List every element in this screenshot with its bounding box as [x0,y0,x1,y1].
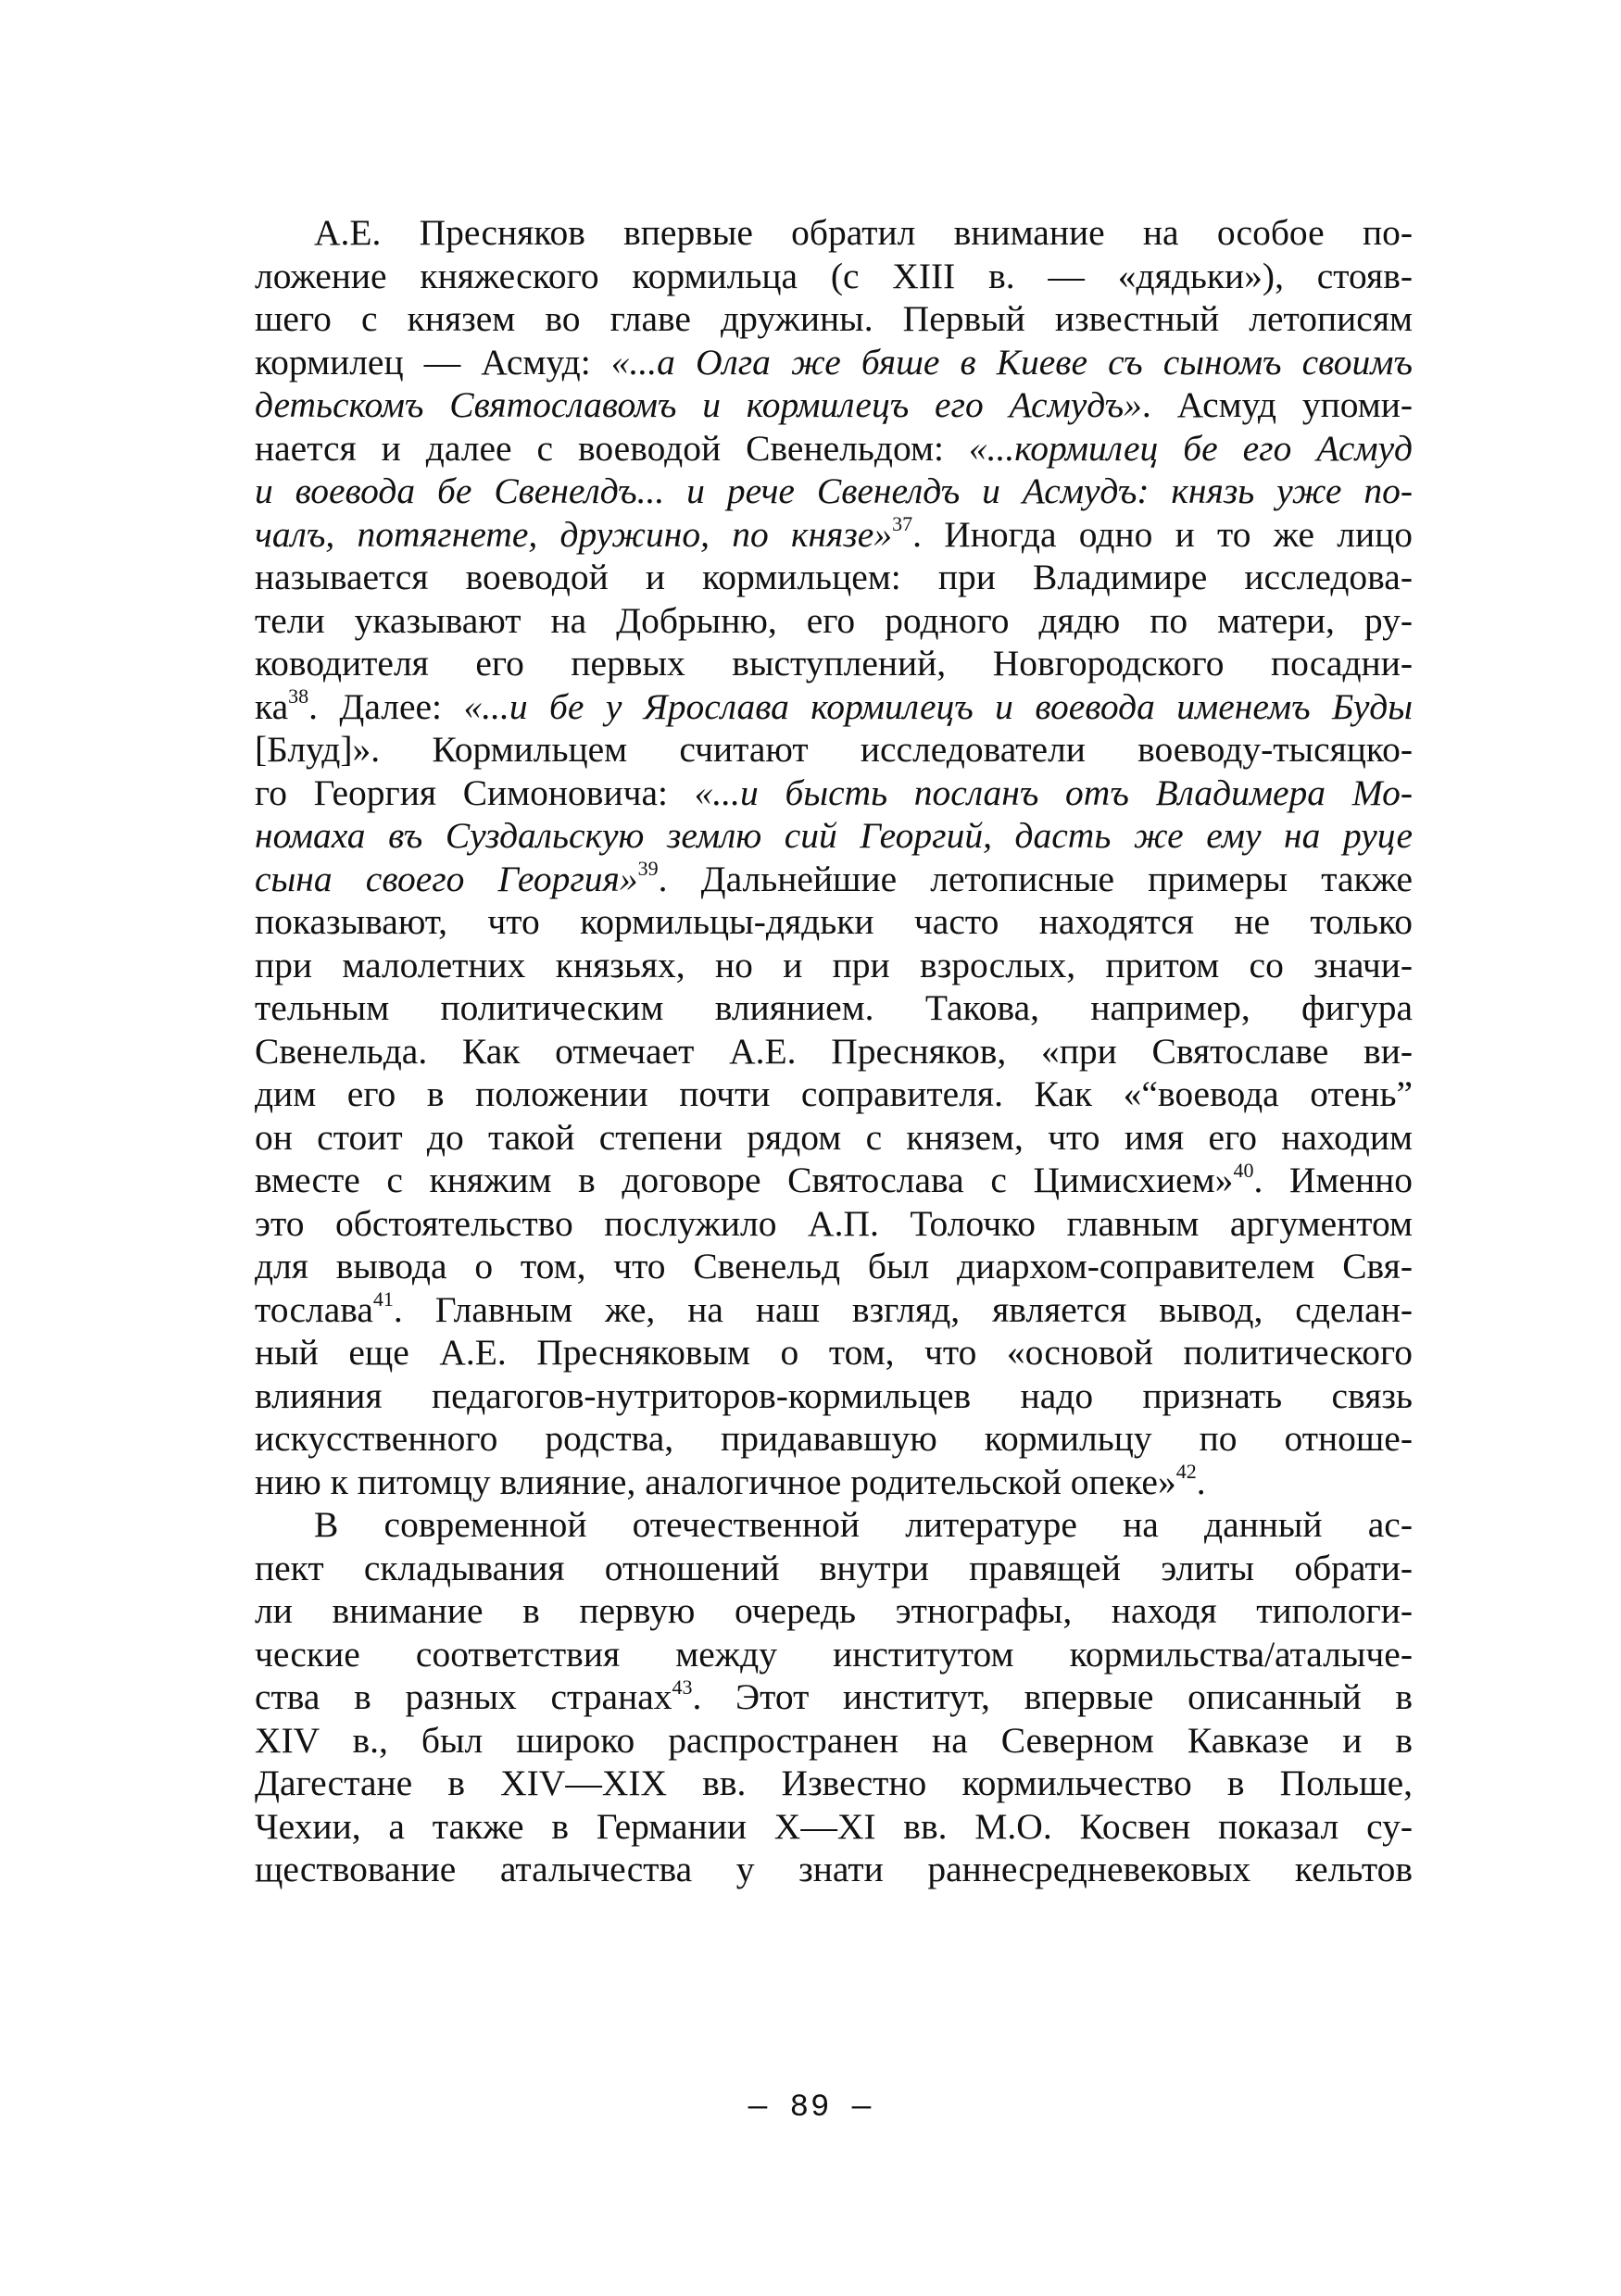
text-run: . Асмуд упоми- [1141,384,1413,425]
text-run: . Дальнейшие летописные примеры также [658,858,1413,899]
text-run: искусственного родства, придававшую кормильцу по отноше- [255,1418,1413,1459]
text-run: нию к питомцу влияние, аналогичное родительской опеке» [255,1461,1176,1502]
text-line [255,1331,1413,1374]
chronicle-quote: номаха въ Суздальскую землю сий Георгий, дасть же ему на руце [255,815,1413,856]
text-run: го Георгия Симоновича: [255,772,695,813]
text-run: . Этот институт, впервые описанный в [692,1676,1413,1717]
chronicle-quote: «...а Олга же бяше в Киеве съ сыномъ своимъ [610,341,1413,383]
text-line [255,1374,1413,1418]
text-run: ложение княжеского кормильца (с XIII в. — «дядьки»), стояв- [255,255,1413,296]
footnote-ref: 39 [637,857,659,881]
chronicle-quote: «...кормилец бе его Асмуд [968,427,1413,469]
text-run: . Главным же, на наш взгляд, является вывод, сделан- [393,1288,1413,1330]
text-line [255,1633,1413,1676]
footnote-ref: 42 [1175,1460,1197,1484]
text-line [255,1503,1413,1547]
text-run: для вывода о том, что Свенельд был диархом-соправителем Свя- [255,1246,1413,1286]
text-run: это обстоятельство послужило А.П. Толочко главным аргументом [255,1202,1413,1244]
text-run: [Блуд]». Кормильцем считают исследователи воеводу-тысяцко- [255,729,1413,770]
text-run: . Иногда одно и то же лицо [912,513,1413,555]
text-run: при малолетних князьях, но и при взрослых, притом со значи- [255,944,1413,985]
text-run: нается и далее с воеводой Свенельдом: [255,427,969,469]
text-run: тельным политическим влиянием. Такова, например, фигура [255,987,1413,1028]
text-line [255,1417,1413,1461]
text-line [255,1159,1413,1202]
text-line [255,255,1413,298]
text-line [255,1589,1413,1633]
text-line [255,383,1413,427]
text-run: тели указывают на Добрыню, его родного дядю по матери, ру- [255,599,1413,641]
page-number: — 89 — [748,2090,873,2126]
chronicle-quote: «...и бе у Ярослава кормилецъ и воевода именемъ Буды [463,685,1413,727]
text-line [255,513,1413,557]
text-line [255,1461,1413,1504]
chronicle-quote: чалъ, потягнете, дружино, по князе» [255,513,893,555]
text-line [255,1675,1413,1719]
text-line [255,1116,1413,1160]
text-line [255,1762,1413,1805]
text-line [255,642,1413,685]
text-run: ка [255,685,289,727]
chronicle-quote: детьскомъ Святославомъ и кормилецъ его Асмудъ» [255,384,1142,425]
text-run: . Именно [1253,1160,1413,1200]
text-line [255,685,1413,729]
chronicle-quote: «...и бысть посланъ отъ Владимера Мо- [694,772,1413,813]
footnote-ref: 41 [372,1287,394,1311]
text-run: тослава [255,1288,373,1330]
text-run: Свенельда. Как отмечает А.Е. Пресняков, «при Святославе ви- [255,1030,1413,1072]
text-run: дим его в положении почти соправителя. Как «“воевода отень” [255,1073,1413,1114]
text-line [255,1073,1413,1116]
text-line [255,1030,1413,1073]
text-line [255,986,1413,1030]
text-run: Чехии, а также в Германии X—XI вв. М.О. Косвен показал су- [255,1805,1413,1847]
text-line [255,944,1413,987]
text-run: он стоит до такой степени рядом с князем, что имя его находим [255,1116,1413,1158]
text-line [255,1719,1413,1763]
text-line [255,1805,1413,1849]
text-line [255,341,1413,384]
text-line [255,599,1413,643]
text-line [255,728,1413,772]
footnote-ref: 38 [288,684,309,709]
text-run: В современной отечественной литературе на данный ас- [314,1504,1413,1545]
text-run: ный еще А.Е. Пресняковым о том, что «основой политического [255,1332,1413,1373]
text-line [255,470,1413,513]
text-run: ководителя его первых выступлений, Новгородского посадни- [255,643,1413,684]
text-run: влияния педагогов-нутриторов-кормильцев надо признать связь [255,1374,1413,1416]
chronicle-quote: сына своего Георгия» [255,858,638,899]
text-run: вместе с княжим в договоре Святослава с Цимисхием» [255,1160,1234,1200]
text-run: называется воеводой и кормильцем: при Владимире исследова- [255,557,1413,597]
text-run: показывают, что кормильцы-дядьки часто находятся не только [255,901,1413,942]
text-run: ческие соответствия между институтом кормильства/аталыче- [255,1633,1413,1675]
text-line [255,1202,1413,1246]
footnote-ref: 43 [672,1675,693,1699]
text-line [255,297,1413,341]
text-run: кормилец — Асмуд: [255,341,611,383]
text-line [255,427,1413,470]
text-run: Дагестане в XIV—XIX вв. Известно кормильчество в Польше, [255,1763,1413,1803]
text-line [255,1245,1413,1288]
text-run: XIV в., был широко распространен на Северном Кавказе и в [255,1719,1413,1761]
text-run: . [1196,1461,1206,1502]
text-line [255,556,1413,599]
text-line [255,1288,1413,1332]
text-line [255,858,1413,901]
text-line [255,772,1413,815]
text-line [255,1547,1413,1590]
text-line [255,1848,1413,1891]
text-run: ли внимание в первую очередь этнографы, находя типологи- [255,1590,1413,1631]
text-line [255,900,1413,944]
text-line [255,814,1413,858]
footnote-ref: 40 [1233,1159,1254,1182]
chronicle-quote: и воевода бе Свенелдъ... и рече Свенелдъ и Асмудъ: князь уже по- [255,470,1413,511]
text-run: А.Е. Пресняков впервые обратил внимание на особое по- [314,212,1413,253]
text-run: ществование аталычества у знати раннесредневековых кельтов [255,1849,1413,1889]
text-run: пект складывания отношений внутри правящей элиты обрати- [255,1547,1413,1588]
body-text [255,211,1413,1891]
footnote-ref: 37 [892,512,913,536]
text-run: ства в разных странах [255,1676,672,1717]
text-line [255,211,1413,255]
text-run: . Далее: [308,685,464,727]
text-run: шего с князем во главе дружины. Первый известный летописям [255,298,1413,339]
